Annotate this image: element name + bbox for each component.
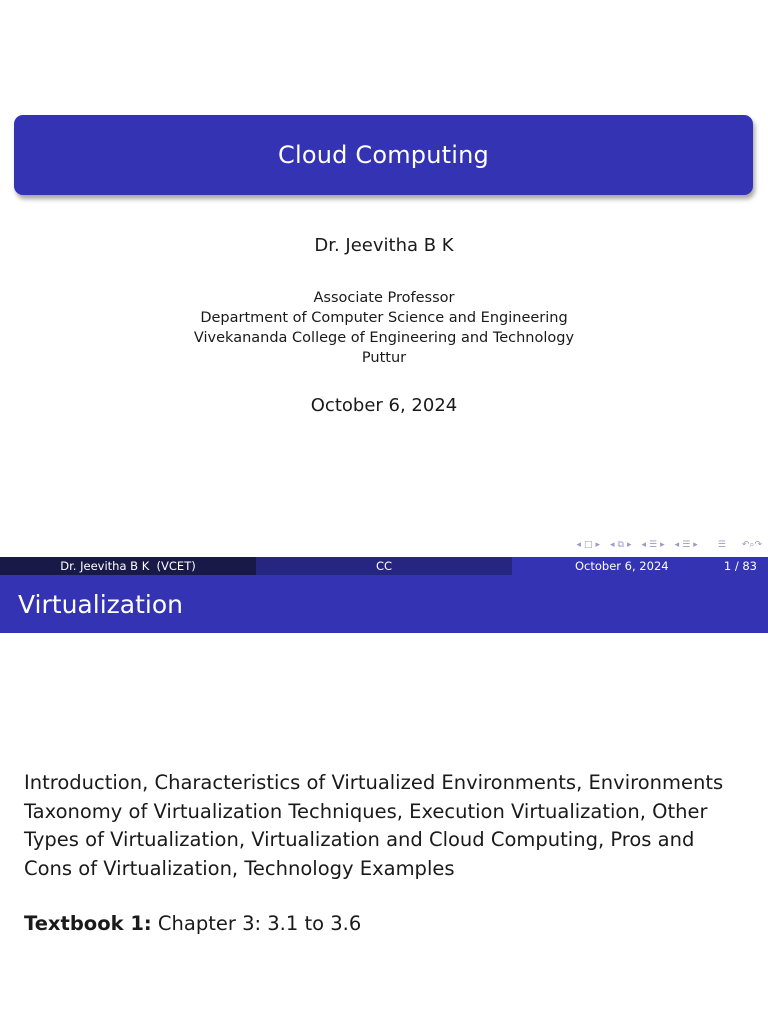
nav-prev-icon[interactable]: ◂ [576,540,581,550]
beamer-nav-symbols [576,538,762,552]
footer-author-text: Dr. Jeevitha B K (VCET) [60,559,196,573]
author-name: Dr. Jeevitha B K [314,235,454,256]
institute-block [0,288,768,368]
institute-line: Vivekananda College of Engineering and Technology [193,330,575,346]
toc-icon[interactable]: ☰ [717,540,726,550]
footline [0,557,768,575]
subsection-icon[interactable]: ⧉ [617,540,624,550]
footer-title-text: CC [375,559,393,573]
presentation-date: October 6, 2024 [310,395,458,416]
footer-date: October 6, 2024 [575,559,669,573]
slide-content: Introduction, Characteristics of Virtualized Environments, Environments Taxonomy of Virtualization Techniques, Execution Virtualization, Other Types of Virtualization, Virtualization and Cloud Computing, Pros and Cons of Virtualization, Technology Examples [24,771,724,881]
nav-next-icon[interactable]: ▸ [693,540,698,550]
title-banner [14,115,753,195]
footer-date-page [512,557,768,575]
footer-page-number: 1 / 83 [723,559,757,573]
nav-next-icon[interactable]: ▸ [660,540,665,550]
presentation-title: Cloud Computing [278,141,489,169]
nav-prev-icon[interactable]: ◂ [641,540,647,550]
textbook-reference [24,912,361,935]
frame-icon[interactable]: □ [583,540,593,550]
search-icon[interactable]: ↶⌕↷ [741,540,762,550]
nav-next-icon[interactable]: ▸ [626,540,632,550]
toc-icon[interactable]: ☰ [682,540,691,550]
footer-title [256,557,512,575]
footer-author [0,557,256,575]
textbook-chapters: Chapter 3: 3.1 to 3.6 [157,912,362,935]
frame-title-bar [0,575,768,633]
section-icon[interactable]: ☰ [649,540,658,550]
institute-line: Associate Professor [313,290,455,306]
textbook-label: Textbook 1: [24,912,152,935]
nav-prev-icon[interactable]: ◂ [674,540,680,550]
institute-line: Puttur [361,350,407,366]
institute-line: Department of Computer Science and Engineering [200,310,568,326]
nav-next-icon[interactable]: ▸ [595,540,601,550]
nav-prev-icon[interactable]: ◂ [610,540,615,550]
frame-title: Virtualization [18,589,183,619]
